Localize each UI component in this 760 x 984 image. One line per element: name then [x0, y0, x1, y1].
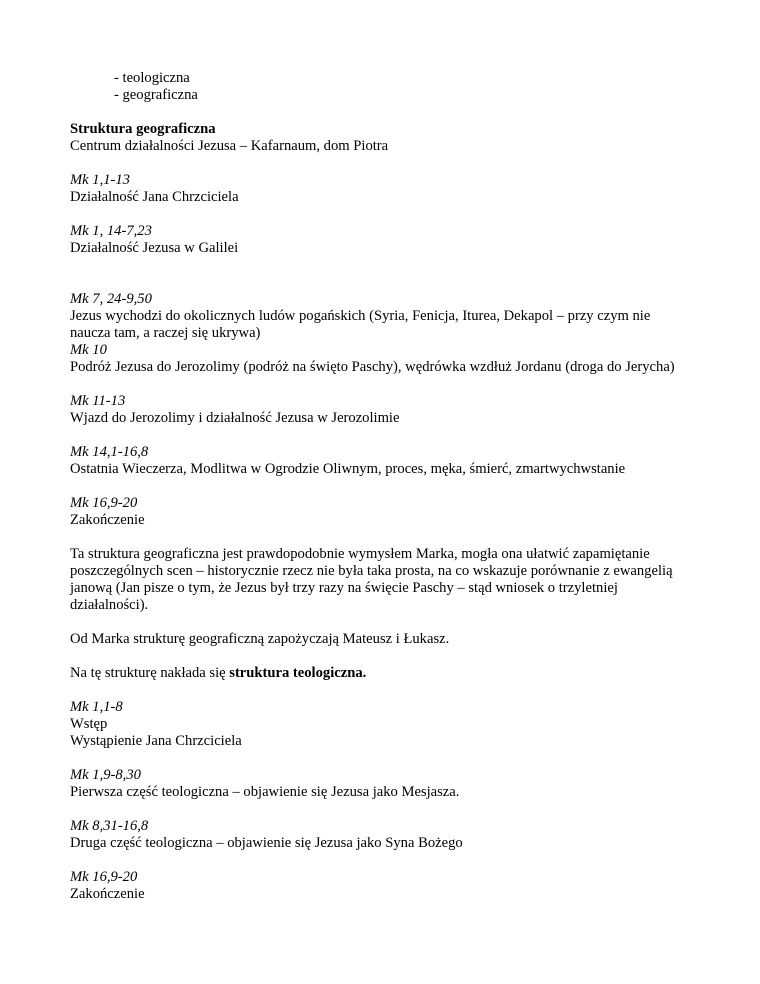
document-body [70, 70, 690, 903]
geo-intro: Centrum działalności Jezusa – Kafarnaum, dom Piotra [70, 138, 389, 154]
theo-text-1b: Wystąpienie Jana Chrzciciela [70, 733, 242, 749]
theo-ref-2: Mk 1,9-8,30 [70, 767, 141, 783]
geo-text-5: Wjazd do Jerozolimy i działalność Jezusa w Jerozolimie [70, 410, 400, 426]
list-item-geograficzna: - geograficzna [114, 87, 198, 103]
paragraph-1: Ta struktura geograficzna jest prawdopodobnie wymysłem Marka, mogła ona ułatwić zapamiętanie poszczególnych scen – historycznie rzecz nie była taka prosta, na co wskazuje porównanie z ewangelią janową (Jan pisze o tym, że Jezus był trzy razy na święcie Paschy – stąd wniosek o trzyletniej działalności). [70, 546, 673, 613]
geo-text-3: Jezus wychodzi do okolicznych ludów pogańskich (Syria, Fenicja, Iturea, Dekapol – przy czym nie naucza tam, a raczej się ukrywa) [70, 308, 651, 341]
geo-ref-6: Mk 14,1-16,8 [70, 444, 149, 460]
list-item-teologiczna: - teologiczna [114, 70, 190, 86]
theo-text-1a: Wstęp [70, 716, 108, 732]
theo-intro-prefix: Na tę strukturę nakłada się [70, 665, 230, 681]
theo-intro-bold: struktura teologiczna. [229, 665, 367, 681]
geo-text-4: Podróż Jezusa do Jerozolimy (podróż na święto Paschy), wędrówka wzdłuż Jordanu (droga do Jerycha) [70, 359, 675, 375]
theo-ref-4: Mk 16,9-20 [70, 869, 138, 885]
geo-ref-7: Mk 16,9-20 [70, 495, 138, 511]
paragraph-2: Od Marka strukturę geograficzną zapożyczają Mateusz i Łukasz. [70, 631, 450, 647]
theo-intro [70, 665, 690, 682]
geo-ref-4: Mk 10 [70, 342, 107, 358]
geo-ref-2: Mk 1, 14-7,23 [70, 223, 152, 239]
geo-text-2: Działalność Jezusa w Galilei [70, 240, 239, 256]
geo-ref-3: Mk 7, 24-9,50 [70, 291, 152, 307]
geo-text-1: Działalność Jana Chrzciciela [70, 189, 239, 205]
theo-ref-1: Mk 1,1-8 [70, 699, 123, 715]
geo-text-7: Zakończenie [70, 512, 145, 528]
theo-text-4: Zakończenie [70, 886, 145, 902]
geo-text-6: Ostatnia Wieczerza, Modlitwa w Ogrodzie Oliwnym, proces, męka, śmierć, zmartwychwstanie [70, 461, 626, 477]
theo-text-2: Pierwsza część teologiczna – objawienie się Jezusa jako Mesjasza. [70, 784, 460, 800]
theo-text-3: Druga część teologiczna – objawienie się Jezusa jako Syna Bożego [70, 835, 463, 851]
geo-ref-5: Mk 11-13 [70, 393, 126, 409]
section-heading-geograficzna: Struktura geograficzna [70, 121, 216, 137]
geo-ref-1: Mk 1,1-13 [70, 172, 130, 188]
theo-ref-3: Mk 8,31-16,8 [70, 818, 149, 834]
